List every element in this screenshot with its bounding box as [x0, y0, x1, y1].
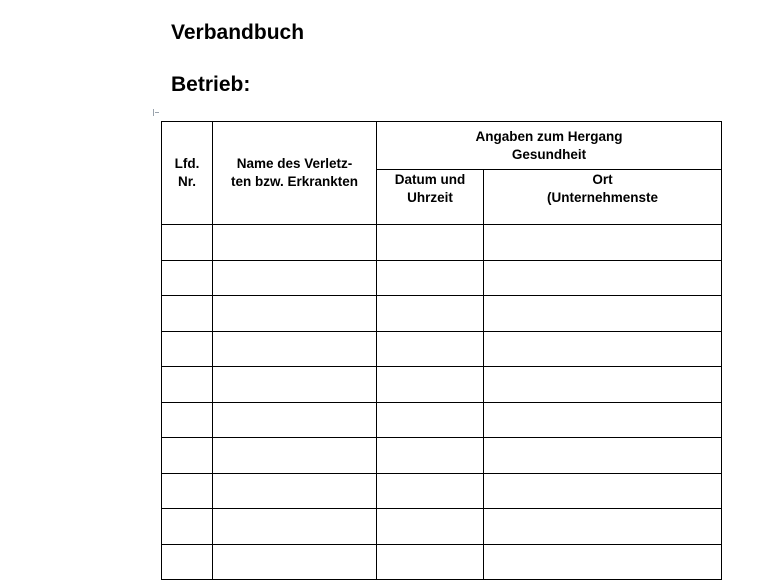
cell-ort[interactable] — [484, 509, 722, 545]
header-ort — [484, 170, 722, 225]
cell-datum-uhrzeit[interactable] — [377, 509, 484, 545]
cell-lfd-nr[interactable] — [162, 260, 213, 296]
table-row — [162, 402, 722, 438]
header-name-line1: Name des Verletz- — [236, 156, 353, 171]
cell-ort[interactable] — [484, 225, 722, 261]
header-ort-line2: (Unternehmenste — [546, 190, 659, 205]
cell-lfd-nr[interactable] — [162, 473, 213, 509]
table-viewport — [161, 121, 659, 576]
verbandbuch-table — [161, 121, 722, 580]
cell-name[interactable] — [213, 473, 377, 509]
cell-ort[interactable] — [484, 367, 722, 403]
cell-ort[interactable] — [484, 473, 722, 509]
cell-name[interactable] — [213, 509, 377, 545]
cell-datum-uhrzeit[interactable] — [377, 296, 484, 332]
cell-ort[interactable] — [484, 260, 722, 296]
cell-datum-uhrzeit[interactable] — [377, 473, 484, 509]
table-row — [162, 473, 722, 509]
cell-datum-uhrzeit[interactable] — [377, 544, 484, 580]
cell-datum-uhrzeit[interactable] — [377, 225, 484, 261]
cell-name[interactable] — [213, 367, 377, 403]
cell-name[interactable] — [213, 544, 377, 580]
table-row — [162, 509, 722, 545]
header-name-line2: ten bzw. Erkrankten — [230, 174, 359, 189]
cell-ort[interactable] — [484, 438, 722, 474]
cell-lfd-nr[interactable] — [162, 296, 213, 332]
cell-lfd-nr[interactable] — [162, 544, 213, 580]
cell-datum-uhrzeit[interactable] — [377, 438, 484, 474]
table-row — [162, 544, 722, 580]
cell-name[interactable] — [213, 438, 377, 474]
header-group-line2: Gesundheit — [511, 146, 587, 162]
cell-ort[interactable] — [484, 331, 722, 367]
cell-ort[interactable] — [484, 544, 722, 580]
cell-name[interactable] — [213, 225, 377, 261]
header-group-line1: Angaben zum Hergang — [475, 128, 623, 144]
cell-name[interactable] — [213, 260, 377, 296]
header-ort-line1: Ort — [592, 172, 613, 187]
header-lfd-nr-line1: Lfd. — [174, 156, 200, 171]
cell-lfd-nr[interactable] — [162, 367, 213, 403]
table-row — [162, 331, 722, 367]
header-name — [213, 122, 377, 225]
table-row — [162, 296, 722, 332]
header-lfd-nr-line2: Nr. — [177, 174, 196, 189]
cell-lfd-nr[interactable] — [162, 331, 213, 367]
cell-ort[interactable] — [484, 402, 722, 438]
company-label: Betrieb: — [171, 73, 251, 96]
header-lfd-nr — [162, 122, 213, 225]
header-group-hergang — [377, 122, 722, 170]
table-row — [162, 225, 722, 261]
cell-datum-uhrzeit[interactable] — [377, 402, 484, 438]
header-datum-line2: Uhrzeit — [407, 190, 453, 205]
cell-datum-uhrzeit[interactable] — [377, 331, 484, 367]
table-row — [162, 438, 722, 474]
cell-name[interactable] — [213, 331, 377, 367]
table-row — [162, 260, 722, 296]
cell-lfd-nr[interactable] — [162, 402, 213, 438]
document-title: Verbandbuch — [171, 21, 305, 44]
cell-lfd-nr[interactable] — [162, 438, 213, 474]
header-datum-uhrzeit — [377, 170, 484, 225]
cell-name[interactable] — [213, 296, 377, 332]
cell-lfd-nr[interactable] — [162, 509, 213, 545]
header-datum-line1: Datum und — [394, 172, 466, 187]
cell-name[interactable] — [213, 402, 377, 438]
cell-datum-uhrzeit[interactable] — [377, 260, 484, 296]
cell-ort[interactable] — [484, 296, 722, 332]
table-row — [162, 367, 722, 403]
cell-datum-uhrzeit[interactable] — [377, 367, 484, 403]
cell-lfd-nr[interactable] — [162, 225, 213, 261]
table-anchor-icon[interactable] — [153, 109, 160, 116]
